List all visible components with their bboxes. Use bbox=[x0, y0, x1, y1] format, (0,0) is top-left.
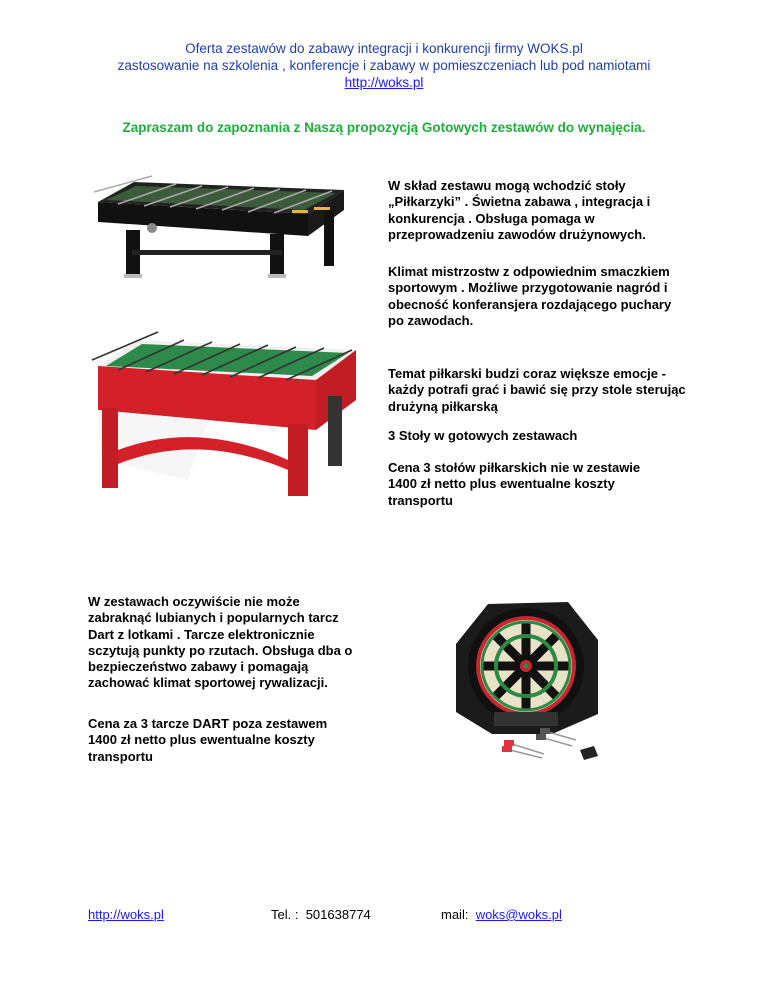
header-line-1: Oferta zestawów do zabawy integracji i konkurencji firmy WOKS.pl bbox=[185, 41, 583, 56]
foosball-paragraph-1: W skład zestawu mogą wchodzić stoły „Piłkarzyki” . Świetna zabawa , integracja i konkurencja . Obsługa pomaga w przeprowadzeniu zawodów drużynowych. bbox=[388, 178, 651, 242]
dart-paragraph-1: W zestawach oczywiście nie może zabraknąć lubianych i popularnych tarcz Dart z lotkami . Tarcze elektronicznie sczytują punkty po rzutach. Obsługa dba o bezpieczeństwo zabawy i pomagają zachować klimat sportowej rywalizacji. bbox=[88, 594, 353, 691]
footer-phone bbox=[271, 907, 371, 922]
phone-number: 501638774 bbox=[305, 907, 371, 922]
intro-text: Zapraszam do zapoznania z Naszą propozycją Gotowych zestawów do wynajęcia. bbox=[122, 120, 646, 135]
phone-label: Tel. : bbox=[271, 907, 299, 922]
foosball-paragraph-3: Temat piłkarski budzi coraz większe emocje - każdy potrafi grać i bawić się przy stole sterując drużyną piłkarską bbox=[388, 366, 686, 414]
foosball-paragraph-2: Klimat mistrzostw z odpowiednim smaczkiem sportowym . Możliwe przygotowanie nagród i obecność konferansjera rozdającego puchary po zawodach. bbox=[388, 264, 672, 328]
footer-link-wrap bbox=[88, 907, 164, 922]
footer-mail bbox=[441, 907, 562, 922]
foosball-table-black-image bbox=[92, 170, 360, 282]
mail-link[interactable]: woks@woks.pl bbox=[475, 907, 562, 922]
foosball-paragraph-5: Cena 3 stołów piłkarskich nie w zestawie 1400 zł netto plus ewentualne koszty transportu bbox=[388, 460, 641, 508]
page-header bbox=[0, 40, 768, 91]
header-line-2: zastosowanie na szkolenia , konferencje i zabawy w pomieszczeniach lub pod namiotami bbox=[117, 58, 651, 73]
foosball-paragraph-4: 3 Stoły w gotowych zestawach bbox=[388, 428, 578, 443]
header-link[interactable]: http://woks.pl bbox=[344, 75, 424, 90]
mail-label: mail: bbox=[441, 907, 469, 922]
dart-paragraph-2: Cena za 3 tarcze DART poza zestawem 1400 zł netto plus ewentualne koszty transportu bbox=[88, 716, 328, 764]
dart-board-image bbox=[448, 594, 618, 774]
footer-link[interactable]: http://woks.pl bbox=[88, 907, 164, 922]
foosball-table-red-image bbox=[88, 320, 360, 500]
